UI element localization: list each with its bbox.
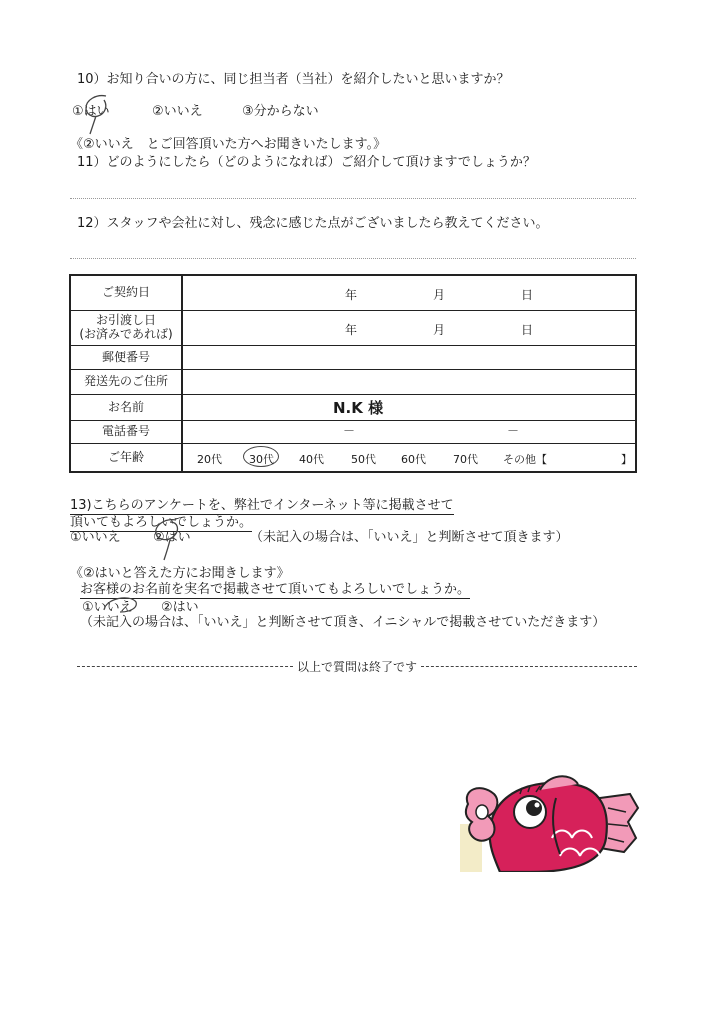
- end-text: 以上で質問は終了です: [297, 660, 418, 674]
- contract-year-label: 年: [345, 288, 358, 302]
- postal-code-label: 郵便番号: [70, 346, 182, 370]
- age-option-20s[interactable]: 20代: [197, 453, 222, 466]
- postal-code-field[interactable]: [182, 346, 636, 370]
- q10-option-no[interactable]: ②いいえ: [152, 104, 203, 119]
- q10-option-unknown[interactable]: ③分からない: [242, 104, 319, 119]
- contract-date-label: ご契約日: [70, 275, 182, 311]
- age-option-50s[interactable]: 50代: [351, 453, 376, 466]
- carp-mascot-illustration: [460, 768, 642, 872]
- followup-yes-option-yes[interactable]: ②はい: [161, 600, 199, 615]
- q13-option-no[interactable]: ①いいえ: [70, 530, 121, 545]
- handwritten-circle-mark: [150, 516, 186, 564]
- end-of-questions: [77, 658, 637, 675]
- end-dash-right: [421, 666, 637, 667]
- delivery-day-label: 日: [521, 323, 534, 337]
- handwritten-circle-mark: [100, 592, 140, 614]
- phone-dash-1: －: [343, 424, 356, 438]
- name-field[interactable]: [182, 395, 636, 421]
- delivery-date-label: [70, 311, 182, 346]
- answer-line-q12[interactable]: [70, 258, 636, 259]
- age-option-60s[interactable]: 60代: [401, 453, 426, 466]
- followup-no-heading: 《②いいえ とご回答頂いた方へお聞きいたします。》: [70, 137, 387, 152]
- q13-option-yes[interactable]: ②はい: [153, 530, 191, 545]
- answer-line-q11[interactable]: [70, 198, 636, 199]
- age-other-bracket-close: 】: [621, 453, 632, 466]
- q13-note: （未記入の場合は、「いいえ」と判断させて頂きます）: [250, 530, 569, 545]
- contract-date-field[interactable]: [182, 275, 636, 311]
- q10-option-yes[interactable]: ①はい: [72, 104, 110, 119]
- q12-question: 12）スタッフや会社に対し、残念に感じた点がございましたら教えてください。: [77, 216, 549, 231]
- age-option-30s[interactable]: 30代: [249, 453, 274, 466]
- followup-yes-note: （未記入の場合は、「いいえ」と判断させて頂き、イニシャルで掲載させていただきます）: [80, 615, 606, 630]
- q11-question: 11）どのようにしたら（どのようになれば）ご紹介して頂けますでしょうか？: [77, 155, 536, 170]
- address-label: 発送先のご住所: [70, 370, 182, 395]
- age-option-70s[interactable]: 70代: [453, 453, 478, 466]
- q13-question-line2: 頂いてもよろしいでしょうか。: [70, 515, 253, 530]
- handwritten-circle-mark: [78, 92, 112, 138]
- followup-yes-question: お客様のお名前を実名で掲載させて頂いてもよろしいでしょうか。: [80, 582, 471, 597]
- phone-field[interactable]: [182, 421, 636, 444]
- delivery-month-label: 月: [433, 323, 446, 337]
- q13-question-line1: 13)こちらのアンケートを、弊社でインターネット等に掲載させて: [70, 498, 454, 513]
- customer-info-table: [69, 274, 637, 473]
- contract-month-label: 月: [433, 288, 446, 302]
- delivery-date-label-line1: お引渡し日: [95, 313, 156, 328]
- address-field[interactable]: [182, 370, 636, 395]
- end-dash-left: [77, 666, 293, 667]
- followup-yes-heading: 《②はいと答えた方にお聞きします》: [70, 566, 290, 581]
- contract-day-label: 日: [521, 288, 534, 302]
- q10-question: 10）お知り合いの方に、同じ担当者（当社）を紹介したいと思いますか？: [77, 72, 510, 87]
- delivery-date-field[interactable]: [182, 311, 636, 346]
- age-option-40s[interactable]: 40代: [299, 453, 324, 466]
- name-value: N.K 様: [333, 399, 384, 417]
- handwritten-circle-mark: [243, 446, 279, 467]
- age-option-other[interactable]: その他【: [503, 453, 547, 466]
- delivery-date-label-line2: (お済みであれば): [79, 327, 173, 341]
- name-label: お名前: [70, 395, 182, 421]
- age-field: [182, 444, 636, 473]
- followup-yes-option-no[interactable]: ①いいえ: [82, 600, 133, 615]
- phone-dash-2: －: [507, 424, 520, 438]
- phone-label: 電話番号: [70, 421, 182, 444]
- delivery-year-label: 年: [345, 323, 358, 337]
- age-label: ご年齢: [70, 444, 182, 473]
